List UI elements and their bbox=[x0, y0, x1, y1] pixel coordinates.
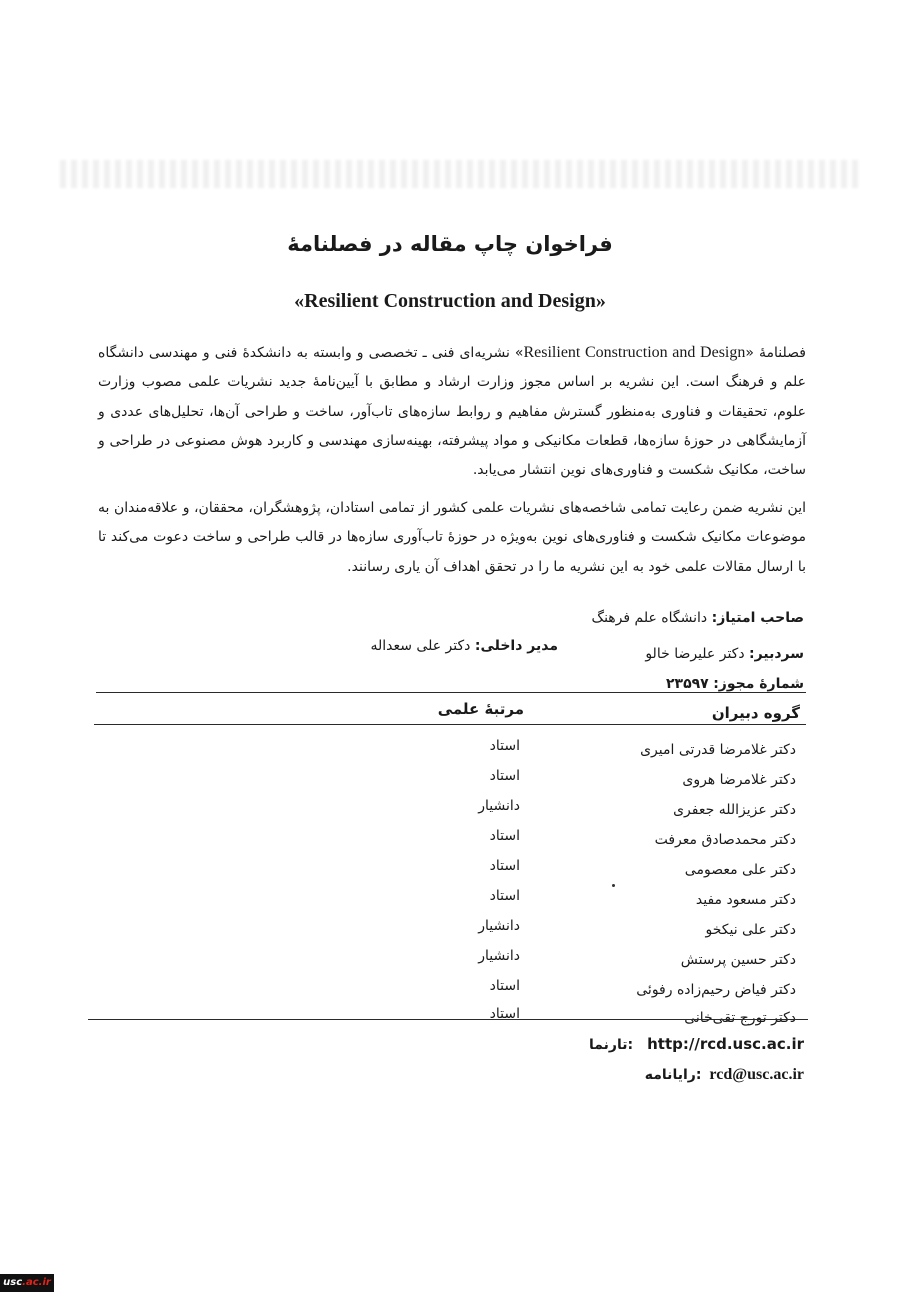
member-name: دکتر علی نیکخو bbox=[705, 922, 796, 938]
website-link[interactable]: http://rcd.usc.ac.ir bbox=[647, 1035, 804, 1053]
permit-label: شمارهٔ مجوز: bbox=[713, 676, 804, 692]
member-rank: دانشیار bbox=[478, 948, 520, 964]
intro-prefix: فصلنامهٔ « bbox=[745, 345, 806, 361]
email-link[interactable]: rcd@usc.ac.ir bbox=[709, 1066, 804, 1083]
member-name: دکتر محمدصادق معرفت bbox=[654, 832, 796, 848]
permit-line bbox=[666, 676, 804, 692]
member-name: دکتر مسعود مفید bbox=[695, 892, 796, 908]
member-name: دکتر فیاض رحیم‌زاده رفوئی bbox=[636, 982, 796, 998]
member-rank: استاد bbox=[489, 768, 520, 784]
site-watermark-badge bbox=[0, 1274, 54, 1292]
table-row bbox=[90, 918, 806, 942]
member-name: دکتر حسین پرستش bbox=[680, 952, 796, 968]
intro-paragraph bbox=[98, 338, 806, 485]
table-row bbox=[90, 798, 806, 822]
editor-in-chief-line bbox=[645, 646, 804, 662]
member-rank: دانشیار bbox=[478, 798, 520, 814]
member-rank: استاد bbox=[489, 738, 520, 754]
invitation-paragraph: این نشریه ضمن رعایت تمامی شاخصه‌های نشریات علمی کشور از تمامی استادان، پژوهشگران، محققان، و علاقه‌مندان به موضوعات مکانیک شکست و فناوری‌های نوین به‌ویژه در حوزهٔ تاب‌آوری سازه‌ها در قالب طراحی و ساخت دعوت می‌کند تا با ارسال مقالات علمی خود به این نشریه ما را در تحقق اهداف آن یاری رسانند. bbox=[98, 500, 806, 575]
owner-line bbox=[592, 610, 804, 626]
member-name: دکتر غلامرضا هروی bbox=[682, 772, 796, 788]
member-name: دکتر تورج تقی‌خانی bbox=[684, 1010, 796, 1026]
table-row bbox=[90, 858, 806, 882]
member-name: دکتر غلامرضا قدرتی امیری bbox=[640, 742, 796, 758]
table-row bbox=[90, 828, 806, 852]
member-rank: استاد bbox=[489, 888, 520, 904]
editor-in-chief-value: دکتر علیرضا خالو bbox=[645, 646, 745, 662]
internal-manager-line bbox=[370, 638, 558, 654]
owner-label: صاحب امتیاز: bbox=[711, 610, 804, 626]
member-rank: استاد bbox=[489, 978, 520, 994]
table-row bbox=[90, 768, 806, 792]
table-row bbox=[90, 738, 806, 762]
table-row bbox=[90, 888, 806, 912]
member-rank: استاد bbox=[489, 828, 520, 844]
badge-accent: .ac.ir bbox=[22, 1277, 51, 1288]
member-name: دکتر عزیزالله جعفری bbox=[673, 802, 796, 818]
email-line bbox=[645, 1064, 804, 1084]
table-header-rule bbox=[94, 724, 806, 725]
table-bottom-rule bbox=[88, 1019, 808, 1020]
member-rank: استاد bbox=[489, 1006, 520, 1022]
internal-manager-value: دکتر علی سعداله bbox=[370, 638, 471, 654]
member-rank: استاد bbox=[489, 858, 520, 874]
editor-in-chief-label: سردبیر: bbox=[749, 646, 804, 662]
intro-body: » نشریه‌ای فنی ـ تخصصی و وابسته به دانشکدهٔ فنی و مهندسی دانشگاه علم و فرهنگ است. این نشریه بر اساس مجوز وزارت ارشاد و مطابق با آیین‌نامهٔ جدید نشریات علمی مصوب وزارت علوم، تحقیقات و فناوری به‌منظور گسترش مفاهیم و روابط سازه‌های تاب‌آور، ساخت و طراحی آن‌ها، تحلیل‌های عددی و آزمایشگاهی در حوزهٔ سازه‌ها، قطعات مکانیکی و مواد پیشرفته، بهینه‌سازی مهندسی و کاربرد هوش مصنوعی در طراحی و ساخت، مکانیک شکست و فناوری‌های نوین انتشار می‌یابد. bbox=[98, 345, 806, 479]
board-header-name: گروه دبیران bbox=[711, 704, 800, 722]
website-label: تارنما: bbox=[589, 1037, 634, 1053]
table-top-rule bbox=[96, 692, 806, 693]
website-line bbox=[589, 1034, 804, 1053]
badge-main: usc bbox=[3, 1277, 23, 1288]
permit-value: ۲۳۵۹۷ bbox=[666, 676, 709, 692]
table-row bbox=[90, 1006, 806, 1030]
journal-title-english: «Resilient Construction and Design» bbox=[294, 290, 606, 312]
scan-bleed-through bbox=[60, 160, 860, 188]
email-label: رایانامه: bbox=[644, 1067, 702, 1083]
member-rank: دانشیار bbox=[478, 918, 520, 934]
owner-value: دانشگاه علم فرهنگ bbox=[591, 610, 708, 626]
member-name: دکتر علی معصومی bbox=[684, 862, 796, 878]
table-row bbox=[90, 978, 806, 1002]
board-header-rank: مرتبهٔ علمی bbox=[437, 700, 524, 718]
scan-speck bbox=[612, 884, 615, 887]
table-row bbox=[90, 948, 806, 972]
intro-journal-name: Resilient Construction and Design bbox=[523, 344, 746, 361]
page-title: فراخوان چاپ مقاله در فصلنامهٔ bbox=[287, 232, 613, 256]
internal-manager-label: مدیر داخلی: bbox=[474, 638, 558, 654]
